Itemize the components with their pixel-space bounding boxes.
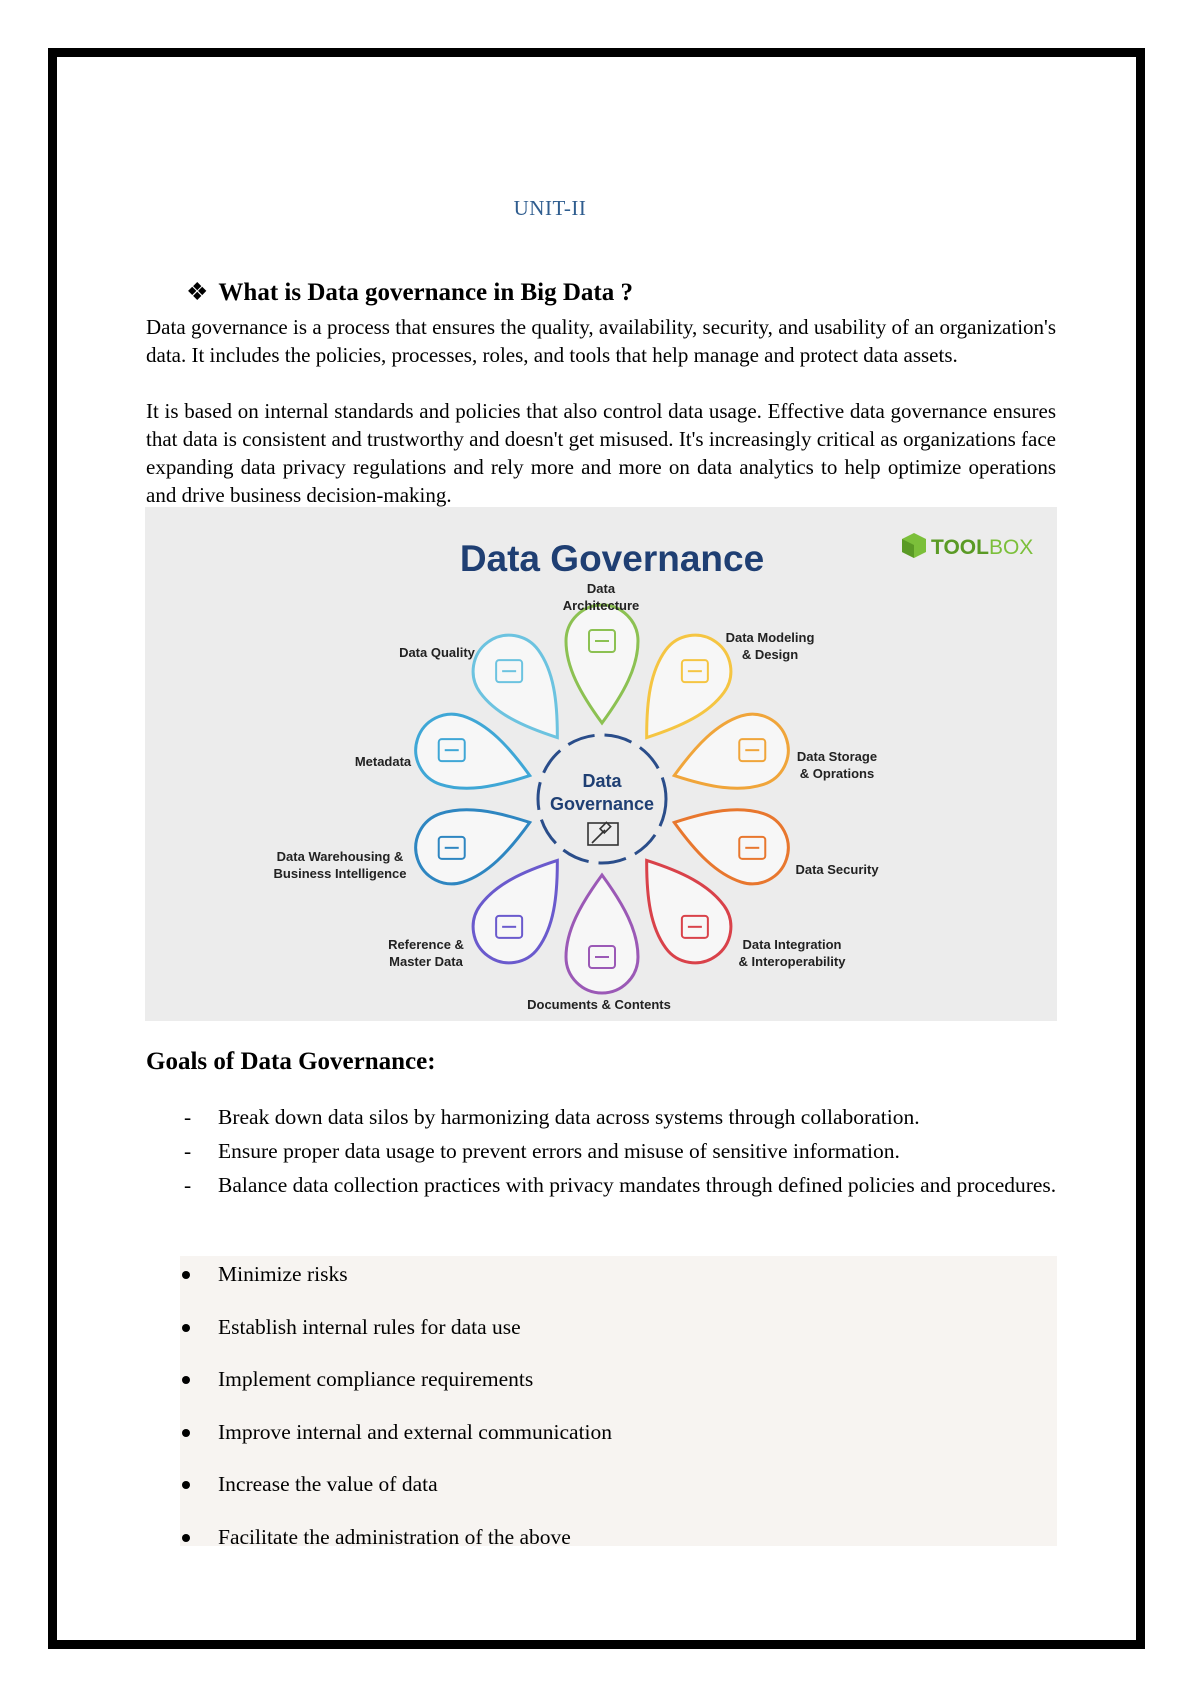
- list-item-text: Balance data collection practices with privacy mandates through defined policies and procedures.: [218, 1173, 1057, 1197]
- label-modeling-1: Data Modeling: [725, 630, 815, 645]
- goals-bullet-box: [180, 1256, 1057, 1549]
- bullet-dot-icon: [182, 1534, 190, 1542]
- diamond-bullet-icon: ❖: [186, 279, 209, 306]
- dash-marker: -: [184, 1139, 192, 1163]
- label-reference-2: Master Data: [389, 954, 463, 969]
- unit-title: UNIT-II: [513, 196, 587, 220]
- label-warehousing-2: Business Intelligence: [273, 866, 407, 881]
- logo-text: TOOLBOX: [931, 536, 1034, 559]
- list-item: [180, 1466, 1057, 1519]
- label-security: Data Security: [795, 862, 879, 877]
- label-architecture-2: Architecture: [562, 598, 640, 613]
- center-label-line2: Governance: [549, 794, 655, 814]
- goals-dash-list: [180, 1100, 1060, 1202]
- detail-paragraph: It is based on internal standards and policies that also control data usage. Effective data governance ensures that data is consistent and trustworthy and doesn't get misused. It's increasingly critical as organizations face expanding data privacy regulations and rely more and more on data analytics to help optimize operations and drive business decision-making.: [146, 399, 1056, 507]
- data-governance-diagram: [145, 507, 1057, 1021]
- label-integration-1: Data Integration: [742, 937, 842, 952]
- list-item: [180, 1309, 1057, 1362]
- list-item: [180, 1414, 1057, 1467]
- center-label-line1: Data: [582, 771, 622, 791]
- data-governance-figure: [145, 507, 1057, 1021]
- label-integration-2: & Interoperability: [738, 954, 846, 969]
- bullet-dot-icon: [182, 1481, 190, 1489]
- bullet-dot-icon: [182, 1376, 190, 1384]
- petal-documents: [566, 875, 638, 993]
- label-modeling-2: & Design: [741, 647, 799, 662]
- figure-title: Data Governance: [459, 538, 765, 579]
- list-item-text: Minimize risks: [218, 1262, 348, 1286]
- label-documents: Documents & Contents: [527, 997, 671, 1012]
- petal-architecture: [566, 605, 638, 723]
- list-item-text: Ensure proper data usage to prevent errors and misuse of sensitive information.: [218, 1139, 900, 1163]
- label-metadata: Metadata: [354, 754, 412, 769]
- governance-gavel-icon: [588, 822, 618, 845]
- list-item-text: Improve internal and external communication: [218, 1419, 613, 1444]
- list-item: [180, 1361, 1057, 1414]
- list-item: [180, 1134, 1060, 1168]
- list-item: [180, 1519, 1057, 1572]
- section-heading: [186, 277, 633, 307]
- list-item-text: Break down data silos by harmonizing data across systems through collaboration.: [218, 1105, 920, 1129]
- bullet-dot-icon: [182, 1429, 190, 1437]
- goals-heading: Goals of Data Governance:: [146, 1048, 436, 1075]
- dash-marker: -: [184, 1173, 192, 1197]
- list-item-text: Implement compliance requirements: [218, 1367, 534, 1391]
- label-warehousing-1: Data Warehousing &: [276, 849, 404, 864]
- list-item-text: Increase the value of data: [218, 1472, 438, 1496]
- label-architecture-1: Data: [586, 581, 616, 596]
- goals-bullet-list: [180, 1256, 1057, 1571]
- list-item: [180, 1168, 1060, 1202]
- section-heading-text: What is Data governance in Big Data ?: [218, 279, 633, 306]
- intro-paragraph: Data governance is a process that ensures the quality, availability, security, and usability of an organization's data. It includes the policies, processes, roles, and tools that help manage and protect data assets.: [146, 315, 1056, 367]
- list-item-text: Facilitate the administration of the above: [218, 1524, 571, 1549]
- list-item-text: Establish internal rules for data use: [218, 1314, 521, 1339]
- label-reference-1: Reference &: [388, 937, 464, 952]
- bullet-dot-icon: [182, 1271, 190, 1279]
- toolbox-logo: [902, 533, 1033, 559]
- label-quality: Data Quality: [399, 645, 475, 660]
- list-item: [180, 1256, 1057, 1309]
- label-storage-2: & Oprations: [799, 766, 875, 781]
- label-storage-1: Data Storage: [796, 749, 878, 764]
- list-item: [180, 1100, 1060, 1134]
- dash-marker: -: [184, 1105, 192, 1129]
- bullet-dot-icon: [182, 1324, 190, 1332]
